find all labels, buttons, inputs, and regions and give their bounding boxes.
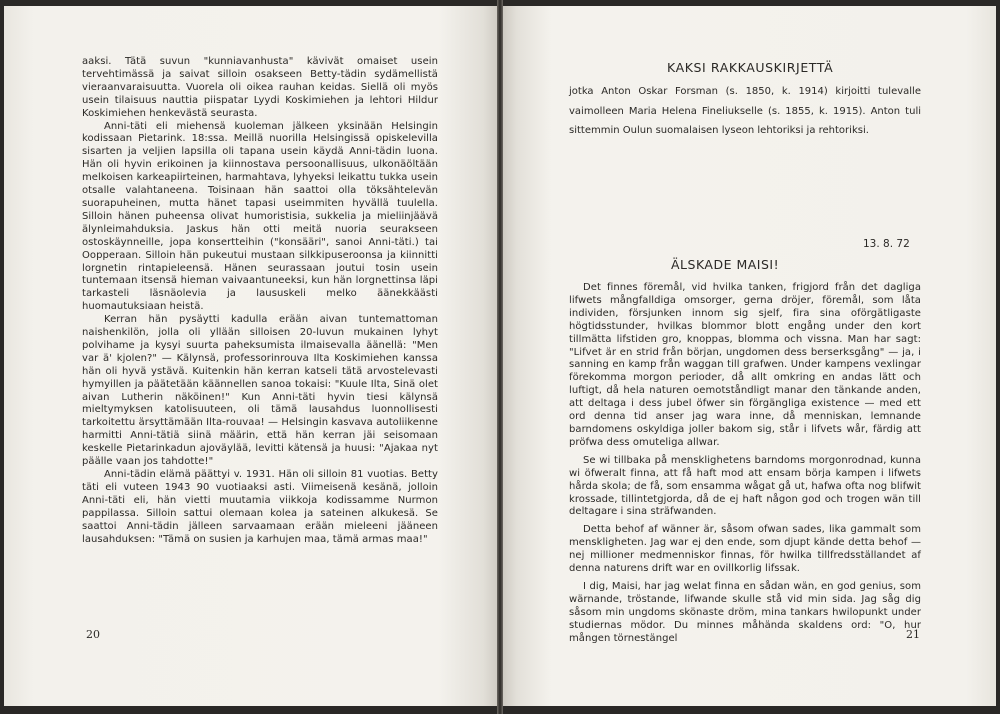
chapter-title: KAKSI RAKKAUSKIRJETTÄ (667, 60, 834, 75)
page-number-right: 21 (906, 628, 920, 641)
page-number-left: 20 (86, 628, 100, 641)
paragraph: Anni-täti eli miehensä kuoleman jälkeen yksinään Helsingin kodissaan Pietarink. 18:ssa. Meillä nuorilla Helsingissä opiskelevilla sisarten ja veljien lapsilla oli tapana usein käydä Anni-tädin luona. Hän oli hyvin erikoinen ja kiinnostava persoonallisuus, ulkonäöltään melkoisen karkeapiirteinen, harmahtava, lyhyeksi leikattu tukka usein otsalle valahtaneena. Toisinaan hän saattoi olla töksähtelevän suorapuheinen, mutta hänet tapasi useimmiten hyvällä tuulella. Silloin hänen puheensa olivat humoristisia, sukkelia ja mieliinjäävä älynleimahduksia. Jaskus hän otti meitä nuoria seurakseen ostoskäynneille, jopa konsertteihin ("konsääri", sanoi Anni-täti.) tai Oopperaan. Silloin hän pukeutui mustaan silkkipuseroonsa ja kiinnitti lorgnetin rintapieleensä. Hänen seurassaan joutui tosin usein tuntemaan itsensä hieman vaivaantuneeksi, kun hän lorgnettinsa läpi tarkasteli läsnäolevia ja laususkeli melko äänekkäästi huomautuksiaan heistä. (82, 120, 438, 313)
chapter-intro: jotka Anton Oskar Forsman (s. 1850, k. 1914) kirjoitti tulevalle vaimolleen Maria Helena Fineliukselle (s. 1855, k. 1915). Anton tuli sittemmin Oulun suomalaisen lyseon lehtoriksi ja rehtoriksi. (569, 86, 921, 136)
paragraph: I dig, Maisi, har jag welat finna en sådan wän, en god genius, som wärnande, tröstande, lifwande skulle stå vid min sida. Jag såg dig såsom min ungdoms skönaste dröm, mina tankars hwilopunkt under studiernas mödor. Du minnes måhända skaldens ord: "O, hur mången törnestängel (569, 580, 921, 644)
paragraph: Anni-tädin elämä päättyi v. 1931. Hän oli silloin 81 vuotias. Betty täti eli vuteen 1943 90 vuotiaaksi asti. Viimeisenä kesänä, jolloin Anni-täti eli, hän vietti muutamia viikkoja kodissamme Nurmon pappilassa. Silloin sattui olemaan kolea ja sateinen alkukesä. Se saattoi Anni-tädin jälleen sarvaamaan erään mieleeni jääneen lausahduksen: "Tämä on susien ja karhujen maa, tämä armas maa!" (82, 469, 438, 545)
right-page-body (569, 282, 921, 650)
paragraph: Kerran hän pysäytti kadulla erään aivan tuntemattoman naishenkilön, jolla oli yllään silloisen 20-luvun mukainen lyhyt polvihame ja kysyi suurta paheksumista ilmaisevalla äänellä: "Men var ä' kjolen?" — Kälynsä, professorinrouva Ilta Koskimiehen kanssa hän oli hyvä ystävä. Kuitenkin hän kerran katseli tätä arvostelevasti hymyillen ja päätetään käännellen sanoa tokaisi: "Kuule Ilta, Sinä olet aivan Lutherin näköinen!" Kun Anni-täti hyvin tiesi kälynsä mieltymyksen katolisuuteen, oli tämä lausahdus luonnollisesti tarkoitettu ärsyttämään Ilta-rouvaa! — Helsingin kasvava autoliikenne harmitti Anni-tätiä siinä määrin, että hän kerran jäi seisomaan keskelle Pietarinkadun ajoväylää, levitti kätensä ja huusi: "Ajakaa nyt päälle vaan jos tahdotte!" (82, 314, 438, 468)
paragraph: Detta behof af wänner är, såsom ofwan sades, lika gammalt som menskligheten. Jag war ej den ende, som djupt kände detta behof — nej millioner medmenniskor finnas, för hwilka tillfredsställandet af denna naturens drift war en ovillkorlig lifssak. (569, 524, 921, 575)
show-through-text (64, 536, 444, 626)
left-page-body (82, 56, 438, 546)
paragraph: Det finnes föremål, vid hvilka tanken, frigjord från det dagliga lifwets mångfalldiga omsorger, gerna dröjer, föremål, som låta individen, försjunken innom sig sjelf, fira sina oförgätligaste högtidsstunder, hvilkas blommor blott engång under den kort tillmätta lifstiden gro, knoppas, blomma och vissna. Man har sagt: "Lifvet är en strid från början, ungdomen dess berserksgång" — ja, i sanning en kamp från waggan till grafwen. Under kampens vexlingar förekomma morgon perioder, då allt omkring en andas lätt och luftigt, då hela naturen oemotståndligt manar den tänkande anden, att deltaga i dess jubel öfwer sin förgängliga existence — med ett ord denna tid anser jag wara inne, då menniskan, lemnande barndomens oskyldiga joller bakom sig, står i lifvets wår, färdig att pröfwa dess omuteliga allwar. (569, 282, 921, 448)
letter-salutation: ÄLSKADE MAISI! (671, 257, 780, 272)
paragraph: aaksi. Tätä suvun "kunniavanhusta" kävivät omaiset usein tervehtimässä ja saivat silloin osakseen Betty-tädin sydämellistä vieraanvaraisuutta. Vuorela oli oikea rauhan keidas. Siellä oli myös usein tilaisuus nauttia piispatar Lyydi Koskimiehen ja lehtori Hildur Koskimiehen henkevästä seurasta. (82, 56, 438, 119)
book-gutter (497, 0, 503, 714)
paragraph: Se wi tillbaka på mensklighetens barndoms morgonrodnad, kunna wi öfweralt finna, att få haft mod att ensam börja kampen i lifwets hårda skola; de få, som ensamma wågat gå ut, hafwa ofta nog blifwit krossade, tillintetgjorda, då de ej haft någon god och trogen wän till deltagare i sina sträfwanden. (569, 454, 921, 518)
letter-date: 13. 8. 72 (863, 238, 910, 250)
